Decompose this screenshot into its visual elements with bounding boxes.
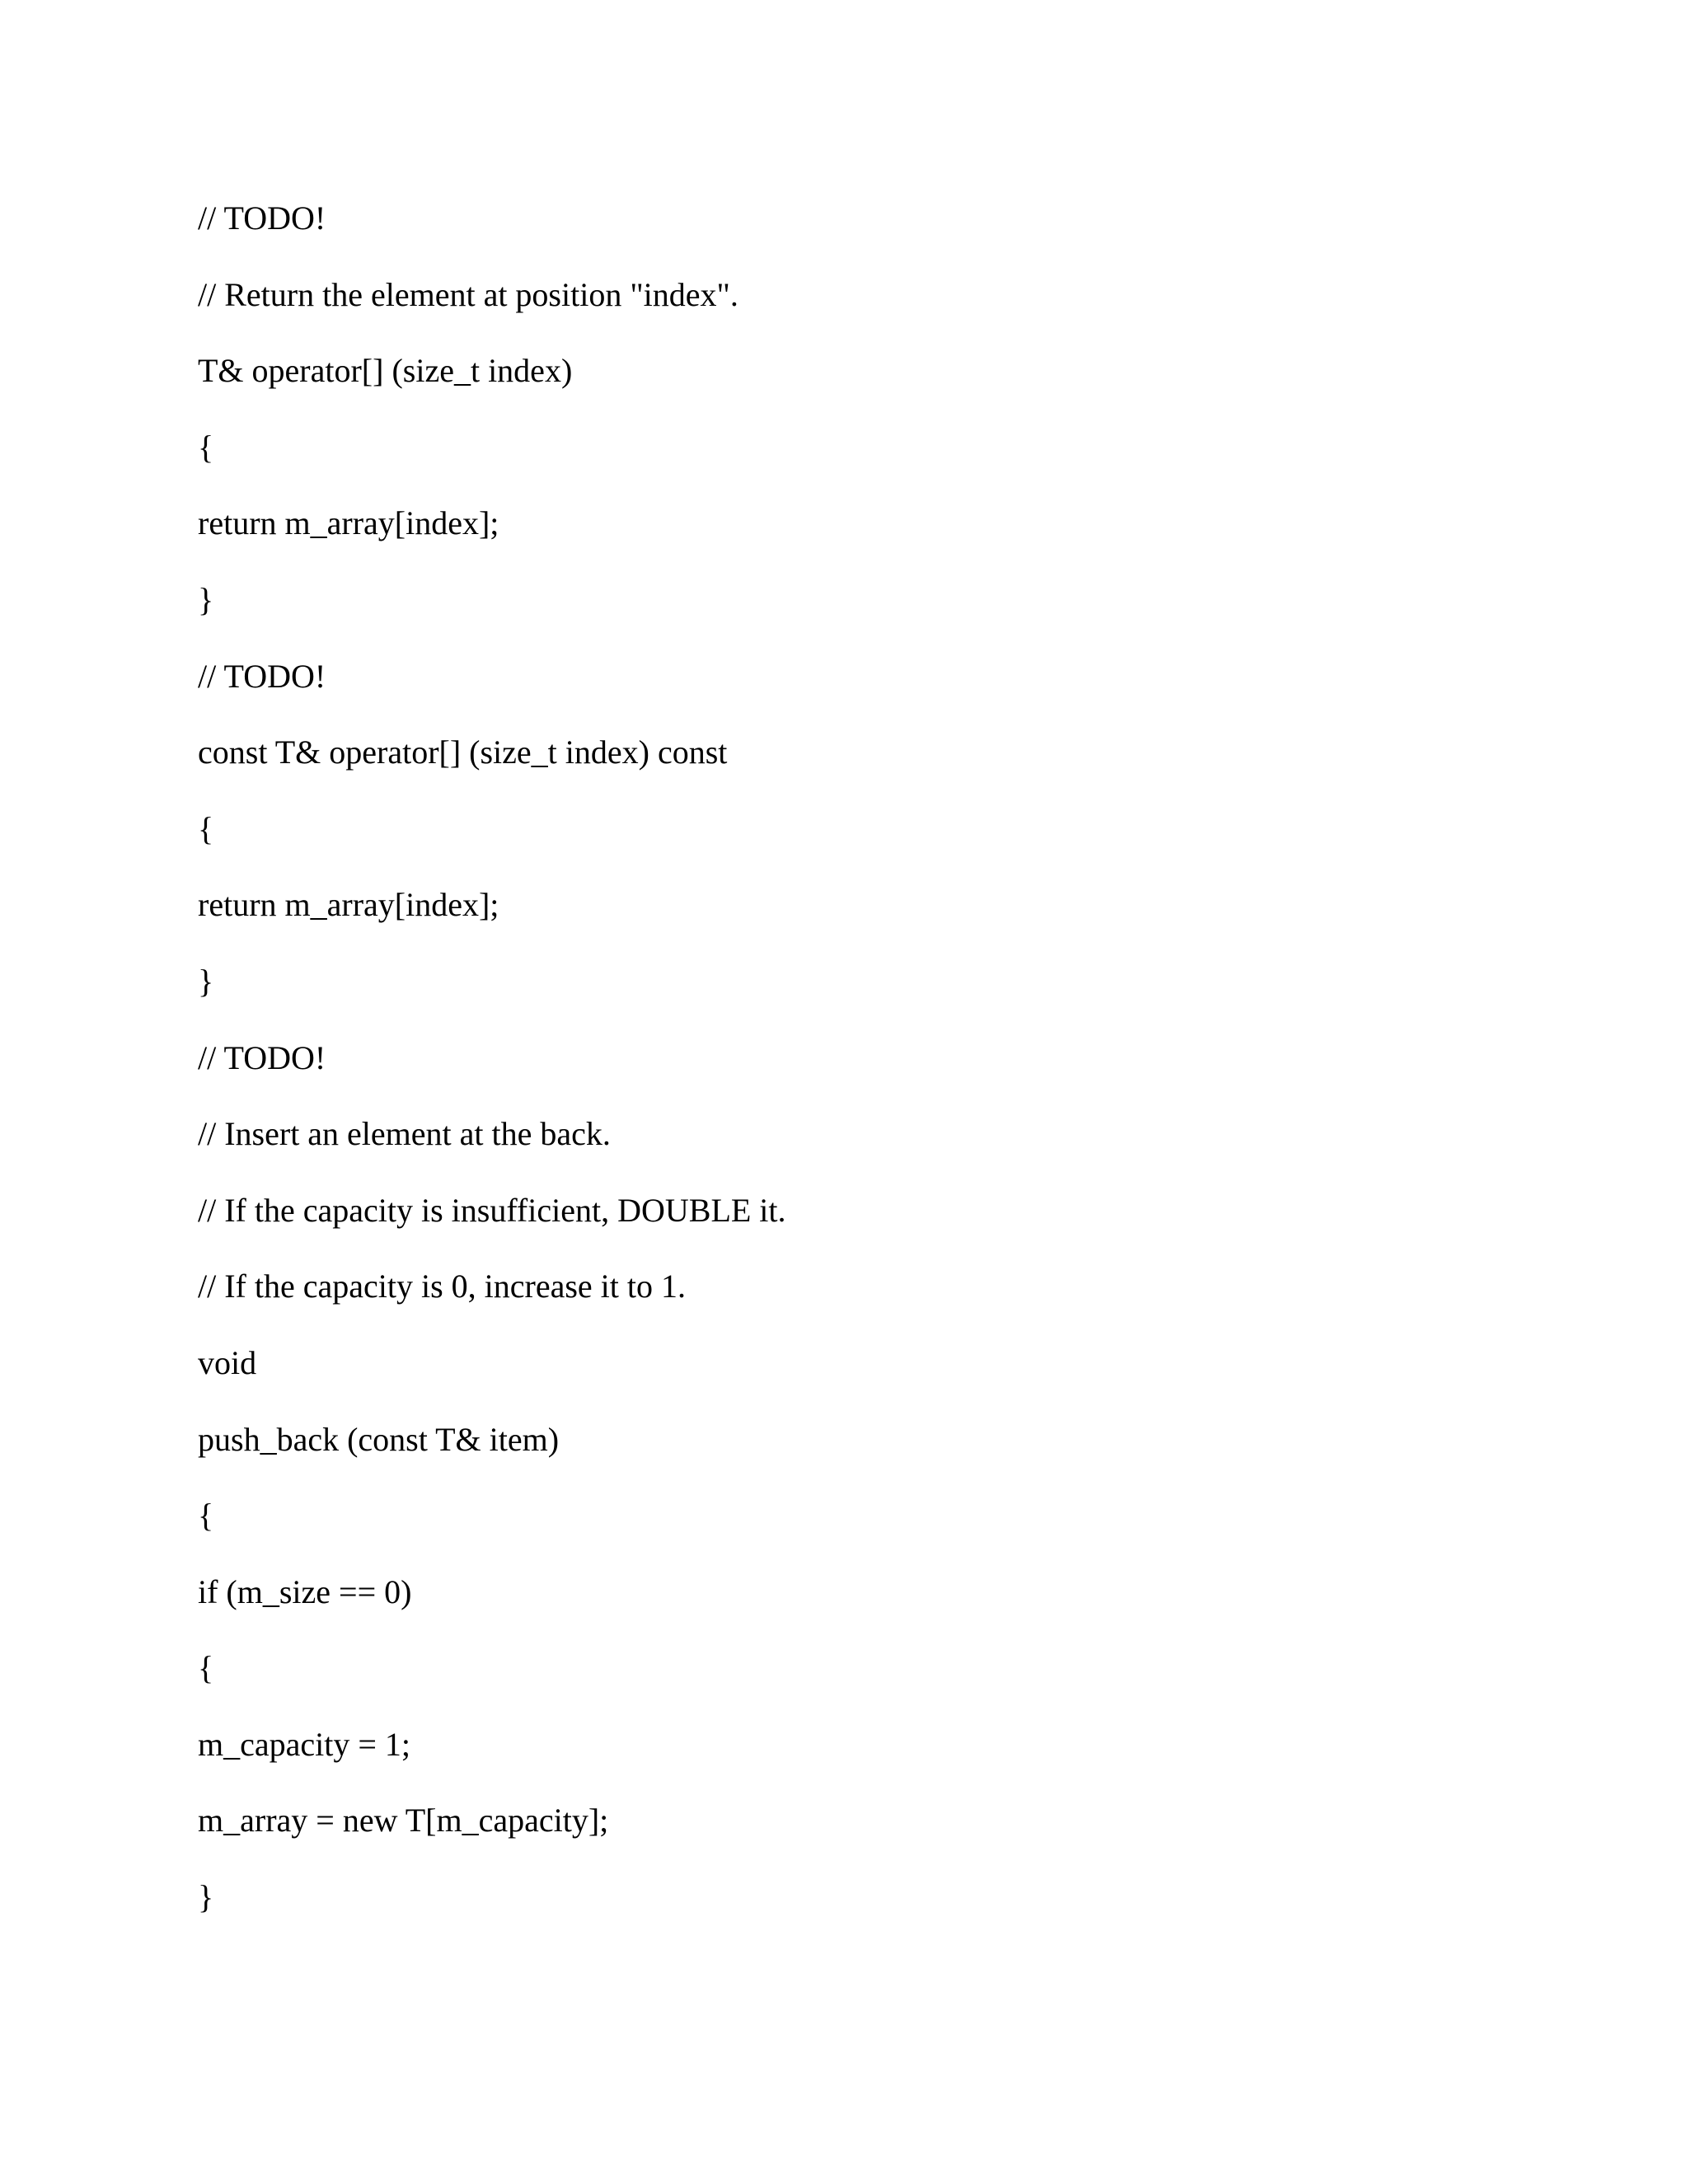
code-line: void xyxy=(198,1343,257,1381)
code-line: // TODO! xyxy=(198,199,326,237)
code-line: // If the capacity is 0, increase it to 1. xyxy=(198,1268,687,1305)
code-line: } xyxy=(198,1878,214,1916)
code-line: return m_array[index]; xyxy=(198,886,499,924)
code-line: m_array = new T[m_capacity]; xyxy=(198,1802,609,1840)
code-line: } xyxy=(198,962,214,1000)
code-line: push_back (const T& item) xyxy=(198,1420,560,1458)
code-line: // Insert an element at the back. xyxy=(198,1115,611,1153)
code-line: // TODO! xyxy=(198,1038,326,1076)
code-line: if (m_size == 0) xyxy=(198,1572,412,1610)
code-line: // TODO! xyxy=(198,657,326,695)
code-line: return m_array[index]; xyxy=(198,504,499,542)
code-line: { xyxy=(198,1497,214,1535)
code-line: { xyxy=(198,428,214,466)
code-line: { xyxy=(198,809,214,847)
code-line: m_capacity = 1; xyxy=(198,1725,411,1763)
code-line: { xyxy=(198,1649,214,1687)
code-line: // If the capacity is insufficient, DOUBLE it. xyxy=(198,1191,786,1229)
code-line: T& operator[] (size_t index) xyxy=(198,352,573,390)
code-line: // Return the element at position "index". xyxy=(198,275,738,313)
code-line: const T& operator[] (size_t index) const xyxy=(198,733,728,771)
code-line: } xyxy=(198,580,214,618)
code-listing xyxy=(198,191,786,1947)
